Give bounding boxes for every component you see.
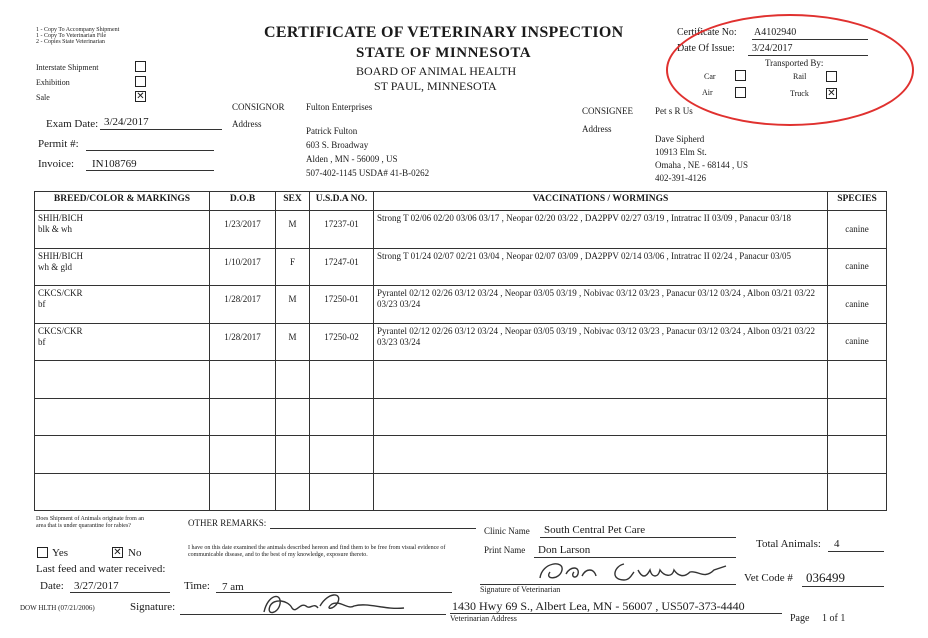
transport-truck-label: Truck — [790, 89, 809, 98]
permit-label: Permit #: — [38, 138, 79, 150]
transport-rail-label: Rail — [793, 72, 807, 81]
copy-line: 1 - Copy To Accompany Shipment — [36, 27, 120, 33]
feed-time-label: Time: — [184, 580, 210, 592]
dob-cell: 1/23/2017 — [210, 211, 276, 249]
breed-cell — [35, 323, 210, 361]
transport-truck-checkbox[interactable]: ✕ — [827, 88, 836, 99]
sex-cell: M — [276, 286, 310, 324]
vet-statement: I have on this date examined the animals described hereon and find them to be free from visual evidence of communicable disease, and to the best of my knowledge, exposure thereto. — [188, 545, 446, 558]
consignee-phone: 402-391-4126 — [655, 173, 706, 183]
transported-by-label: Transported By: — [765, 58, 824, 68]
page-value: 1 of 1 — [822, 613, 846, 624]
table-row — [35, 398, 887, 436]
animal-table — [34, 191, 887, 511]
color: bf — [38, 336, 46, 347]
header-species: SPECIES — [828, 192, 887, 211]
vaccination-cell: Pyrantel 02/12 02/26 03/12 03/24 , Neopar 03/05 03/19 , Nobivac 03/12 03/23 , Panacur 03/12 03/24 , Albon 03/21 03/22 03/23 03/24 — [374, 323, 828, 361]
table-row — [35, 361, 887, 399]
purpose-interstate-label: Interstate Shipment — [36, 63, 99, 72]
clinic-name-value: South Central Pet Care — [544, 524, 646, 536]
vaccination-cell: Pyrantel 02/12 02/26 03/12 03/24 , Neopar 03/05 03/19 , Nobivac 03/12 03/23 , Panacur 03/12 03/24 , Albon 03/21 03/22 03/23 03/24 — [374, 286, 828, 324]
title-line-4: ST PAUL, MINNESOTA — [374, 79, 497, 93]
total-animals-value: 4 — [834, 538, 840, 550]
sex-cell: M — [276, 323, 310, 361]
table-row — [35, 323, 887, 361]
quarantine-no-checkbox[interactable]: ✕ — [113, 547, 122, 558]
issue-date-value: 3/24/2017 — [752, 43, 793, 54]
consignor-city: Alden , MN - 56009 , US — [306, 154, 398, 164]
consignee-name: Dave Sipherd — [655, 134, 705, 144]
table-row — [35, 286, 887, 324]
consignor-company: Fulton Enterprises — [306, 102, 373, 112]
quarantine-question: Does Shipment of Animals originate from an area that is under quarantine for rabies? — [36, 516, 144, 529]
invoice-label: Invoice: — [38, 158, 75, 170]
total-animals-label: Total Animals: — [756, 538, 821, 550]
header-usda: U.S.D.A NO. — [310, 192, 374, 211]
copy-line: 1 - Copy To Veterinarian File — [36, 33, 107, 39]
purpose-exhibition-checkbox[interactable] — [135, 76, 146, 87]
purpose-interstate-checkbox[interactable] — [135, 61, 146, 72]
breed-cell — [35, 211, 210, 249]
table-row — [35, 248, 887, 286]
veterinarian-signature-icon — [534, 556, 744, 586]
copy-line: 2 - Copies State Veterinarian — [36, 39, 105, 45]
title-line-2: STATE OF MINNESOTA — [356, 45, 532, 61]
signature-of-veterinarian-label: Signature of Veterinarian — [480, 585, 561, 594]
invoice-value: IN108769 — [92, 158, 137, 170]
consignor-signature-icon — [258, 588, 408, 620]
form-id: DOW HLTH (07/21/2006) — [20, 604, 95, 612]
vet-code-value: 036499 — [806, 570, 845, 585]
table-header-row — [35, 192, 887, 211]
veterinarian-address-value: 1430 Hwy 69 S., Albert Lea, MN - 56007 , US507-373-4440 — [452, 599, 745, 613]
header-dob: D.O.B — [210, 192, 276, 211]
purpose-exhibition-label: Exhibition — [36, 78, 70, 87]
color: blk & wh — [38, 224, 73, 234]
consignee-company: Pet s R Us — [655, 106, 693, 116]
print-name-value: Don Larson — [538, 544, 591, 556]
issue-date-label: Date Of Issue: — [677, 43, 735, 54]
transport-car-label: Car — [704, 72, 716, 81]
consignor-street: 603 S. Broadway — [306, 140, 369, 150]
table-row — [35, 211, 887, 249]
usda-cell: 17247-01 — [310, 248, 374, 286]
certificate-no-label: Certificate No: — [677, 27, 737, 38]
consignee-street: 10913 Elm St. — [655, 147, 707, 157]
breed-cell — [35, 286, 210, 324]
vet-code-label: Vet Code # — [744, 572, 793, 584]
consignor-name: Patrick Fulton — [306, 126, 358, 136]
color: bf — [38, 299, 46, 309]
header-vaccinations: VACCINATIONS / WORMINGS — [374, 192, 828, 211]
title-line-1: CERTIFICATE OF VETERINARY INSPECTION — [264, 24, 624, 41]
header-breed: BREED/COLOR & MARKINGS — [35, 192, 210, 211]
other-remarks-label: OTHER REMARKS: — [188, 518, 267, 528]
purpose-sale-label: Sale — [36, 93, 50, 102]
sex-cell: M — [276, 211, 310, 249]
clinic-name-label: Clinic Name — [484, 526, 530, 536]
species-cell: canine — [828, 286, 887, 324]
feed-date-label: Date: — [40, 580, 64, 592]
vaccination-cell: Strong T 02/06 02/20 03/06 03/17 , Neopar 02/20 03/22 , DA2PPV 02/27 03/19 , Intratrac II 03/09 , Panacur 03/18 — [374, 211, 828, 249]
consignor-label: CONSIGNOR — [232, 102, 285, 112]
page-label: Page — [790, 613, 810, 624]
color: wh & gld — [38, 261, 73, 272]
consignor-address-label: Address — [232, 119, 262, 129]
consignee-address-label: Address — [582, 124, 612, 134]
red-highlight-circle — [666, 14, 914, 126]
certificate-no-value: A4102940 — [754, 27, 797, 38]
breed: SHIH/BICH — [38, 250, 84, 261]
dob-cell: 1/28/2017 — [210, 323, 276, 361]
usda-cell: 17237-01 — [310, 211, 374, 249]
species-cell: canine — [828, 323, 887, 361]
breed: CKCS/CKR — [38, 288, 83, 298]
signature-label: Signature: — [130, 601, 176, 613]
exam-date-value: 3/24/2017 — [104, 116, 149, 128]
feed-time-value: 7 am — [222, 581, 244, 593]
consignor-phone: 507-402-1145 USDA# 41-B-0262 — [306, 168, 430, 178]
usda-cell: 17250-02 — [310, 323, 374, 361]
quarantine-yes-label: Yes — [52, 547, 69, 559]
transport-air-label: Air — [702, 88, 713, 97]
dob-cell: 1/10/2017 — [210, 248, 276, 286]
usda-cell: 17250-01 — [310, 286, 374, 324]
quarantine-yes-checkbox[interactable] — [37, 547, 48, 558]
exam-date-label: Exam Date: — [46, 118, 99, 130]
header-sex: SEX — [276, 192, 310, 211]
species-cell: canine — [828, 211, 887, 249]
quarantine-no-label: No — [128, 547, 142, 559]
vaccination-cell: Strong T 01/24 02/07 02/21 03/04 , Neopar 02/07 03/09 , DA2PPV 02/14 03/06 , Intratrac II 02/24 , Panacur 03/05 — [374, 248, 828, 286]
feed-label: Last feed and water received: — [36, 563, 166, 575]
print-name-label: Print Name — [484, 545, 526, 555]
breed-cell — [35, 248, 210, 286]
veterinarian-address-label: Veterinarian Address — [450, 614, 517, 623]
species-cell: canine — [828, 248, 887, 286]
consignee-city: Omaha , NE - 68144 , US — [655, 160, 748, 170]
table-row — [35, 436, 887, 474]
dob-cell: 1/28/2017 — [210, 286, 276, 324]
breed: SHIH/BICH — [38, 213, 84, 223]
title-line-3: BOARD OF ANIMAL HEALTH — [356, 64, 517, 78]
consignee-label: CONSIGNEE — [582, 106, 633, 116]
feed-date-value: 3/27/2017 — [74, 580, 119, 592]
purpose-sale-checkbox[interactable]: ✕ — [136, 91, 145, 102]
sex-cell: F — [276, 248, 310, 286]
table-row — [35, 473, 887, 511]
breed: CKCS/CKR — [38, 325, 83, 336]
